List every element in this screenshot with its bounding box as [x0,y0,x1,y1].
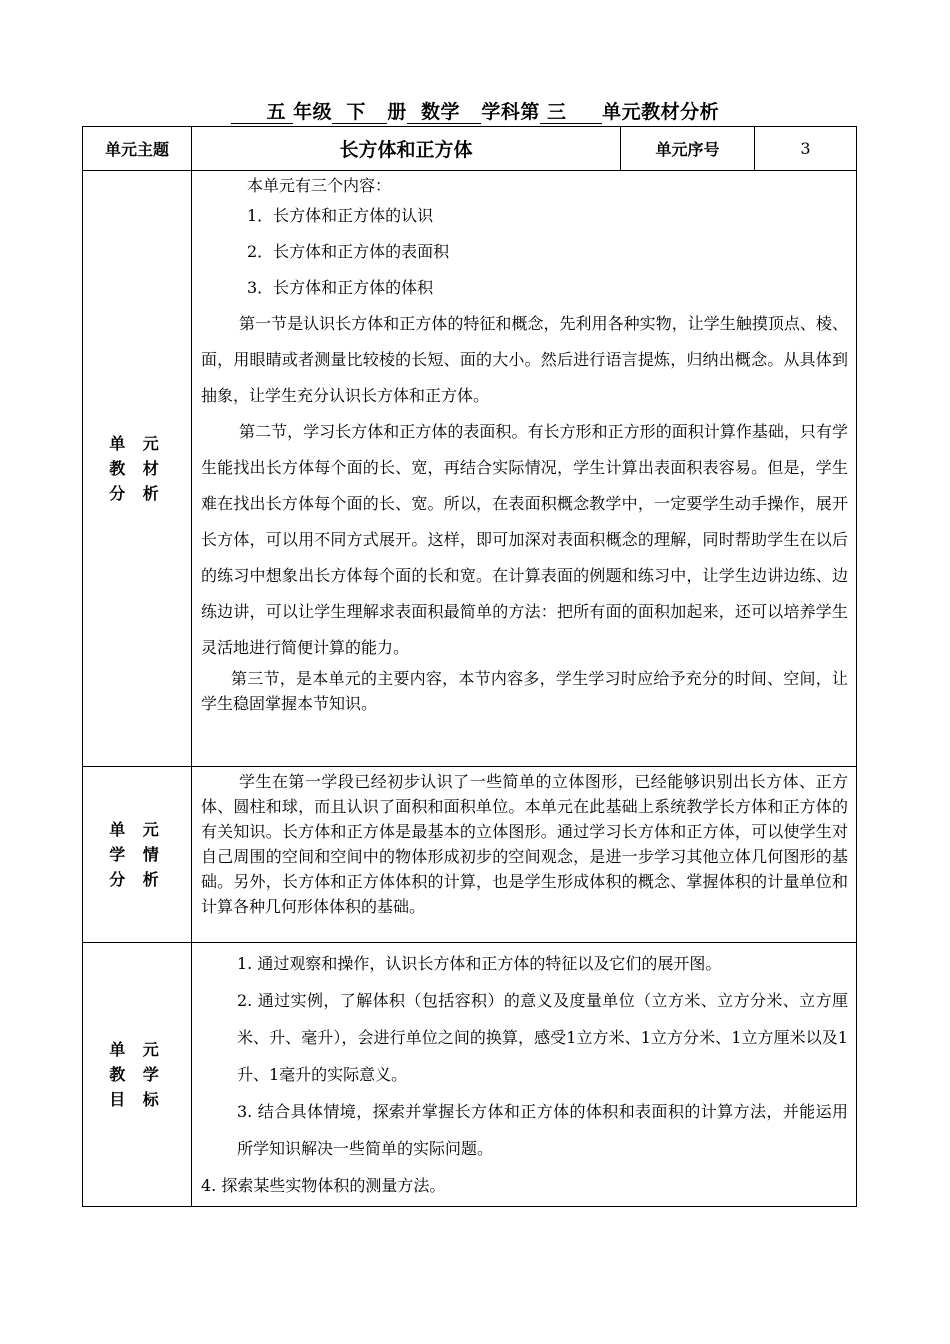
title-blank-subject [407,101,482,124]
label-line: 学 情 [109,845,165,864]
label-line: 教 学 [109,1065,165,1084]
material-analysis-row [83,171,857,767]
material-analysis-content [192,171,857,767]
section2-paragraph: 第二节，学习长方体和正方体的表面积。有长方形和正方形的面积计算作基础，只有学生能找出长方体每个面的长、宽，再结合实际情况，学生计算出表面积表容易。但是，学生难在找出长方体每个面的长、宽。所以，在表面积概念教学中，一定要学生动手操作，展开长方体，可以用不同方式展开。这样，即可加深对表面积概念的理解，同时帮助学生在以后的练习中想象出长方体每个面的长和宽。在计算表面的例题和练习中，让学生边讲边练、边练边讲，可以让学生理解求表面积最简单的方法：把所有面的面积加起来，还可以培养学生灵活地进行简便计算的能力。 [201,422,848,657]
title-unit-no: 三 [547,101,567,123]
teaching-goals-row [83,943,857,1207]
material-analysis-label [83,171,192,767]
title-term: 下 [346,101,366,123]
title-subject-suffix: 学科第 [481,101,540,123]
label-line: 单 元 [109,1040,165,1059]
goal-item: 2. 通过实例，了解体积（包括容积）的意义及度量单位（立方米、立方分米、立方厘米、升、毫升），会进行单位之间的换算，感受1立方米、1立方分米、1立方厘米以及1升、1毫升的实际意义。 [237,991,848,1084]
title-grade: 五 [266,101,286,123]
content-item: 3．长方体和正方体的体积 [247,278,434,297]
topic-value: 长方体和正方体 [192,127,621,171]
label-line: 单 元 [109,434,165,453]
title-blank-grade [231,101,293,124]
title-grade-suffix: 年级 [293,101,333,123]
title-blank-unit [540,101,602,124]
seq-value: 3 [755,127,857,171]
title-blank-term [332,101,387,124]
document-title [0,98,950,126]
title-unit-suffix: 单元教材分析 [602,101,720,123]
student-analysis-paragraph: 学生在第一学段已经初步认识了一些简单的立体图形，已经能够识别出长方体、正方体、圆柱和球，而且认识了面积和面积单位。本单元在此基础上系统教学长方体和正方体的有关知识。长方体和正方体是最基本的立体图形。通过学习长方体和正方体，可以使学生对自己周围的空间和空间中的物体形成初步的空间观念，是进一步学习其他立体几何图形的基础。另外，长方体和正方体体积的计算，也是学生形成体积的概念、掌握体积的计量单位和计算各种几何形体体积的基础。 [201,772,848,916]
content-item: 2．长方体和正方体的表面积 [247,242,450,261]
label-line: 单 元 [109,820,165,839]
content-item: 1．长方体和正方体的认识 [247,206,434,225]
student-analysis-content [192,767,857,943]
teaching-goals-label [83,943,192,1207]
analysis-table [82,126,857,1207]
header-row [83,127,857,171]
goal-item: 4. 探索某些实物体积的测量方法。 [201,1176,446,1195]
intro-text: 本单元有三个内容： [247,176,392,195]
teaching-goals-content [192,943,857,1207]
label-line: 分 析 [109,484,165,503]
topic-label: 单元主题 [83,127,192,171]
label-line: 分 析 [109,870,165,889]
section1-paragraph: 第一节是认识长方体和正方体的特征和概念，先利用各种实物，让学生触摸顶点、棱、面，用眼睛或者测量比较棱的长短、面的大小。然后进行语言提炼，归纳出概念。从具体到抽象，让学生充分认识长方体和正方体。 [201,314,848,405]
student-analysis-label [83,767,192,943]
student-analysis-row [83,767,857,943]
title-term-suffix: 册 [387,101,407,123]
title-subject: 数学 [420,101,460,123]
label-line: 教 材 [109,459,165,478]
goal-item: 1. 通过观察和操作，认识长方体和正方体的特征以及它们的展开图。 [237,954,722,973]
label-line: 目 标 [109,1090,165,1109]
seq-label: 单元序号 [621,127,755,171]
section3-paragraph: 第三节，是本单元的主要内容，本节内容多，学生学习时应给予充分的时间、空间，让学生稳固掌握本节知识。 [201,669,848,713]
goal-item: 3. 结合具体情境，探索并掌握长方体和正方体的体积和表面积的计算方法，并能运用所学知识解决一些简单的实际问题。 [237,1102,848,1158]
